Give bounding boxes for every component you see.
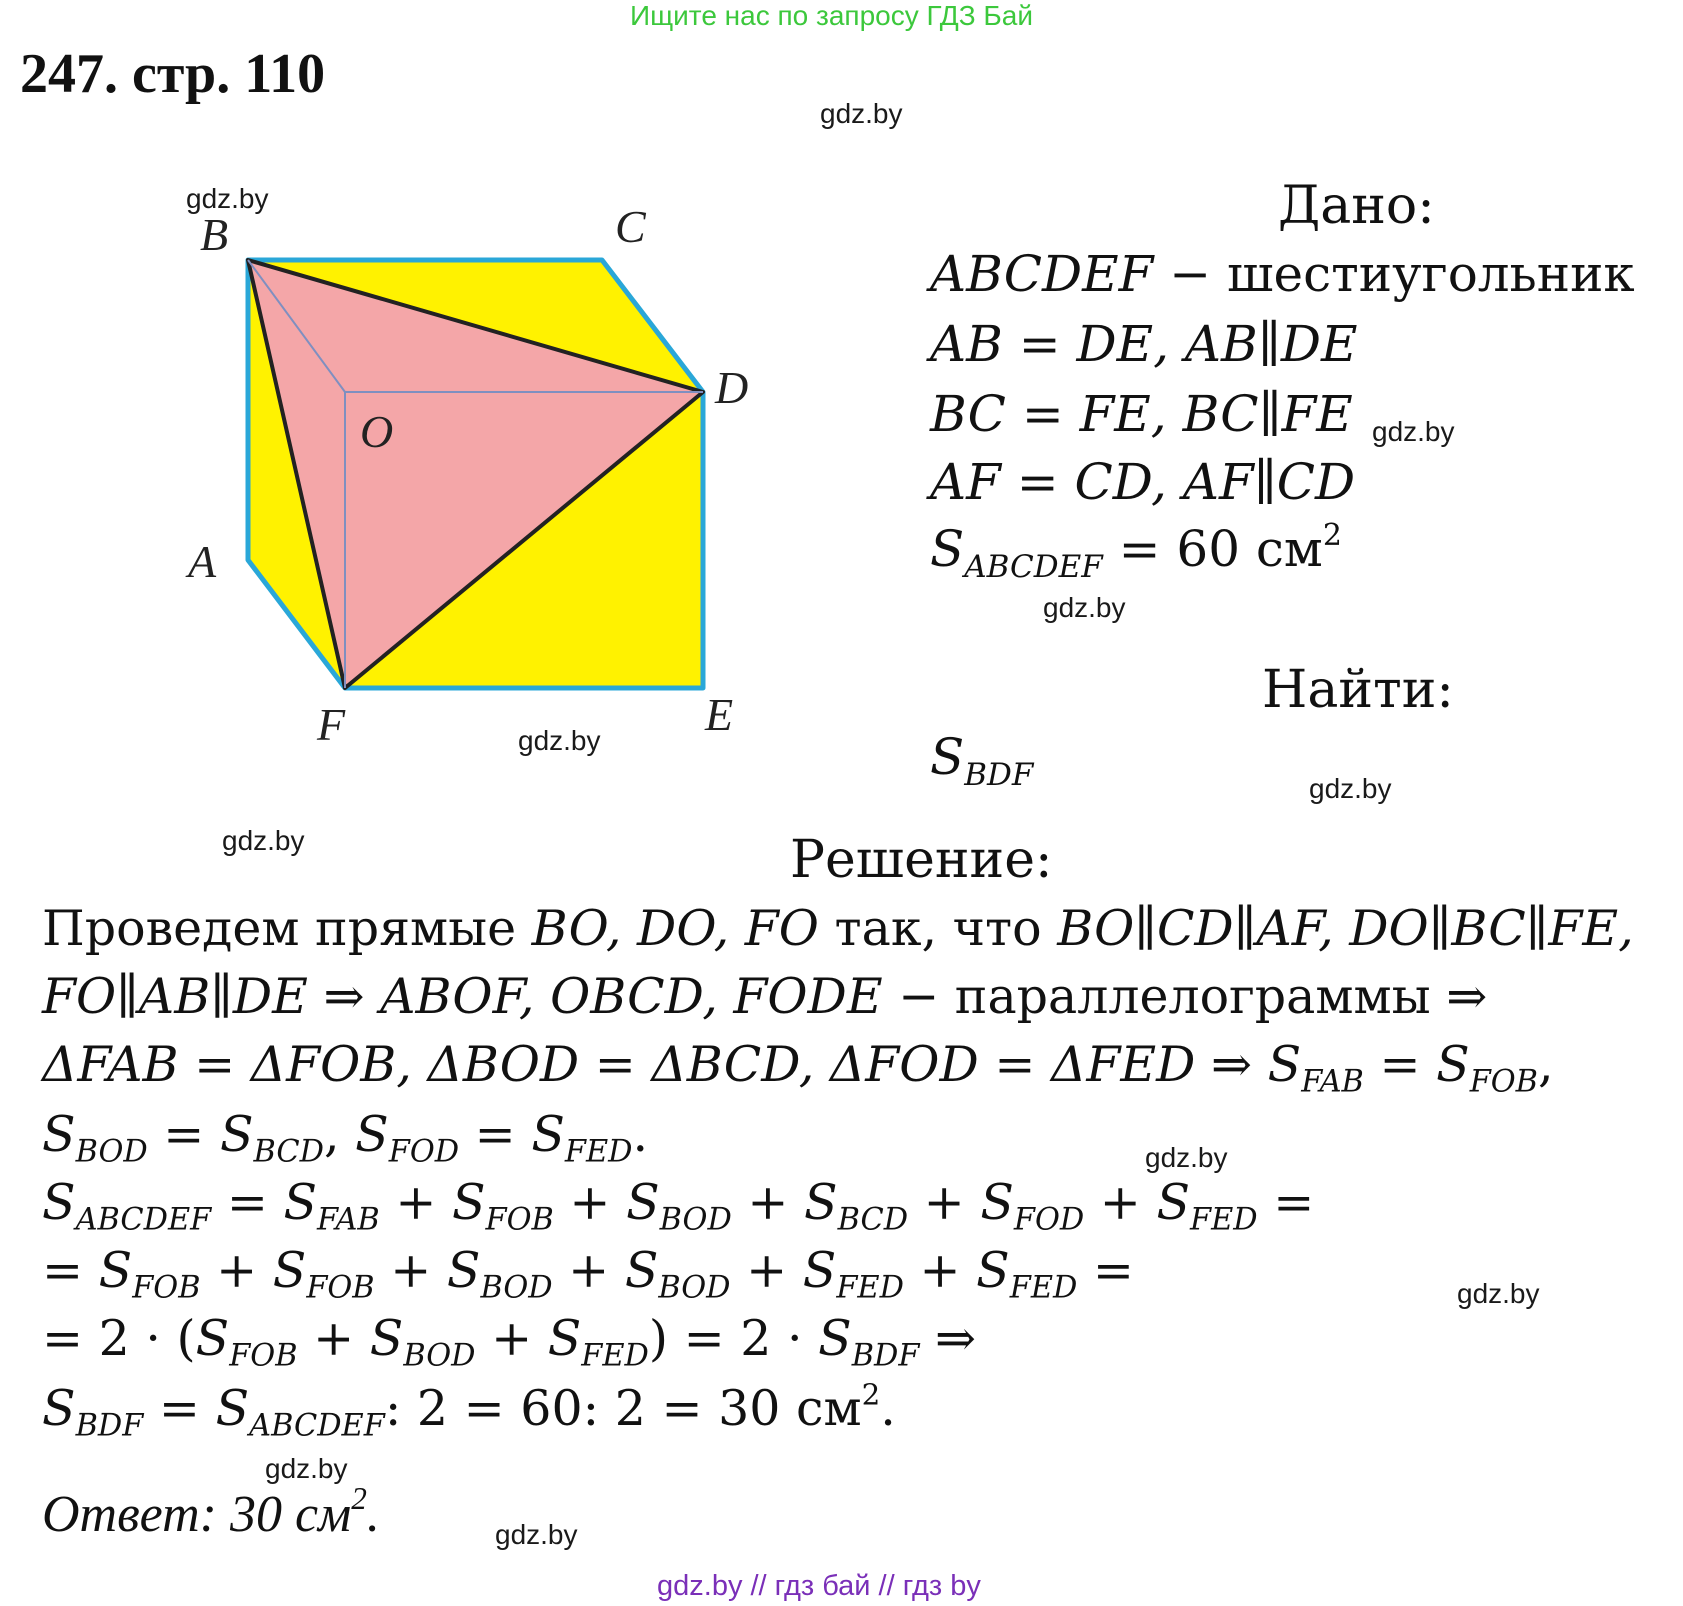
solution-line-8: $S_{BDF} = S_{ABCDEF}$: 2 = 60: 2 = 30 $см^2$.: [42, 1377, 896, 1444]
watermark: gdz.by: [495, 1519, 578, 1550]
hexagon-figure: [160, 200, 780, 760]
solution-line-1: Проведем прямые BO, DO, FO так, что BO∥CD∥AF, DO∥BC∥FE,: [42, 900, 1634, 957]
solution-line-6: = $S_{FOB} + S_{FOB} + S_{BOD} + S_{BOD} + S_{FED} + S_{FED}$ =: [42, 1242, 1134, 1306]
vertex-label-d: D: [715, 362, 749, 413]
solution-line-5: $S_{ABCDEF} = S_{FAB} + S_{FOB} + S_{BOD} + S_{BCD} + S_{FOD} + S_{FED}$ =: [42, 1174, 1315, 1238]
bottom-banner: gdz.by // гдз бай // гдз by: [657, 1570, 981, 1602]
vertex-label-b: B: [200, 209, 229, 260]
given-af-cd: AF = CD, AF∥CD: [930, 453, 1356, 511]
given-heading: Дано:: [1278, 176, 1435, 236]
find-heading: Найти:: [1262, 660, 1454, 720]
watermark: gdz.by: [222, 825, 305, 856]
vertex-label-o: O: [360, 406, 394, 457]
watermark: gdz.by: [186, 183, 269, 214]
problem-title: 247. стр. 110: [20, 43, 326, 105]
solution-line-2: FO∥AB∥DE ⇒ ABOF, OBCD, FODE − параллелограммы ⇒: [42, 968, 1488, 1025]
vertex-label-f: F: [317, 699, 346, 750]
watermark: gdz.by: [820, 98, 903, 129]
watermark: gdz.by: [1457, 1278, 1540, 1309]
solution-line-4: $S_{BOD} = S_{BCD}$, $S_{FOD} = S_{FED}$.: [42, 1106, 649, 1170]
watermark: gdz.by: [265, 1453, 348, 1484]
watermark: gdz.by: [1372, 416, 1455, 447]
find-area: $S_{BDF}$: [930, 728, 1034, 793]
solution-line-7: = $2 \cdot (S_{FOB} + S_{BOD} + S_{FED}) = 2 \cdot S_{BDF}$ ⇒: [42, 1310, 977, 1374]
top-banner: Ищите нас по запросу ГДЗ Бай: [630, 0, 1034, 31]
solution-heading: Решение:: [790, 830, 1053, 890]
given-ab-de: AB = DE, AB∥DE: [930, 315, 1358, 373]
watermark: gdz.by: [1309, 773, 1392, 804]
watermark: gdz.by: [1145, 1142, 1228, 1173]
given-hexagon: ABCDEF − шестиугольник: [930, 245, 1635, 303]
watermark: gdz.by: [1043, 592, 1126, 623]
vertex-label-c: C: [615, 201, 646, 252]
answer: Ответ: 30 $см^2$.: [42, 1481, 380, 1543]
vertex-label-a: A: [188, 536, 217, 587]
vertex-label-e: E: [705, 689, 734, 740]
solution-line-3: ΔFAB = ΔFOB, ΔBOD = ΔBCD, ΔFOD = ΔFED ⇒ $S_{FAB} = S_{FOB}$,: [42, 1036, 1554, 1100]
given-bc-fe: BC = FE, BC∥FE: [930, 385, 1353, 443]
watermark: gdz.by: [518, 725, 601, 756]
given-area: $S_{ABCDEF} = 60$ $см^2$: [930, 518, 1342, 585]
